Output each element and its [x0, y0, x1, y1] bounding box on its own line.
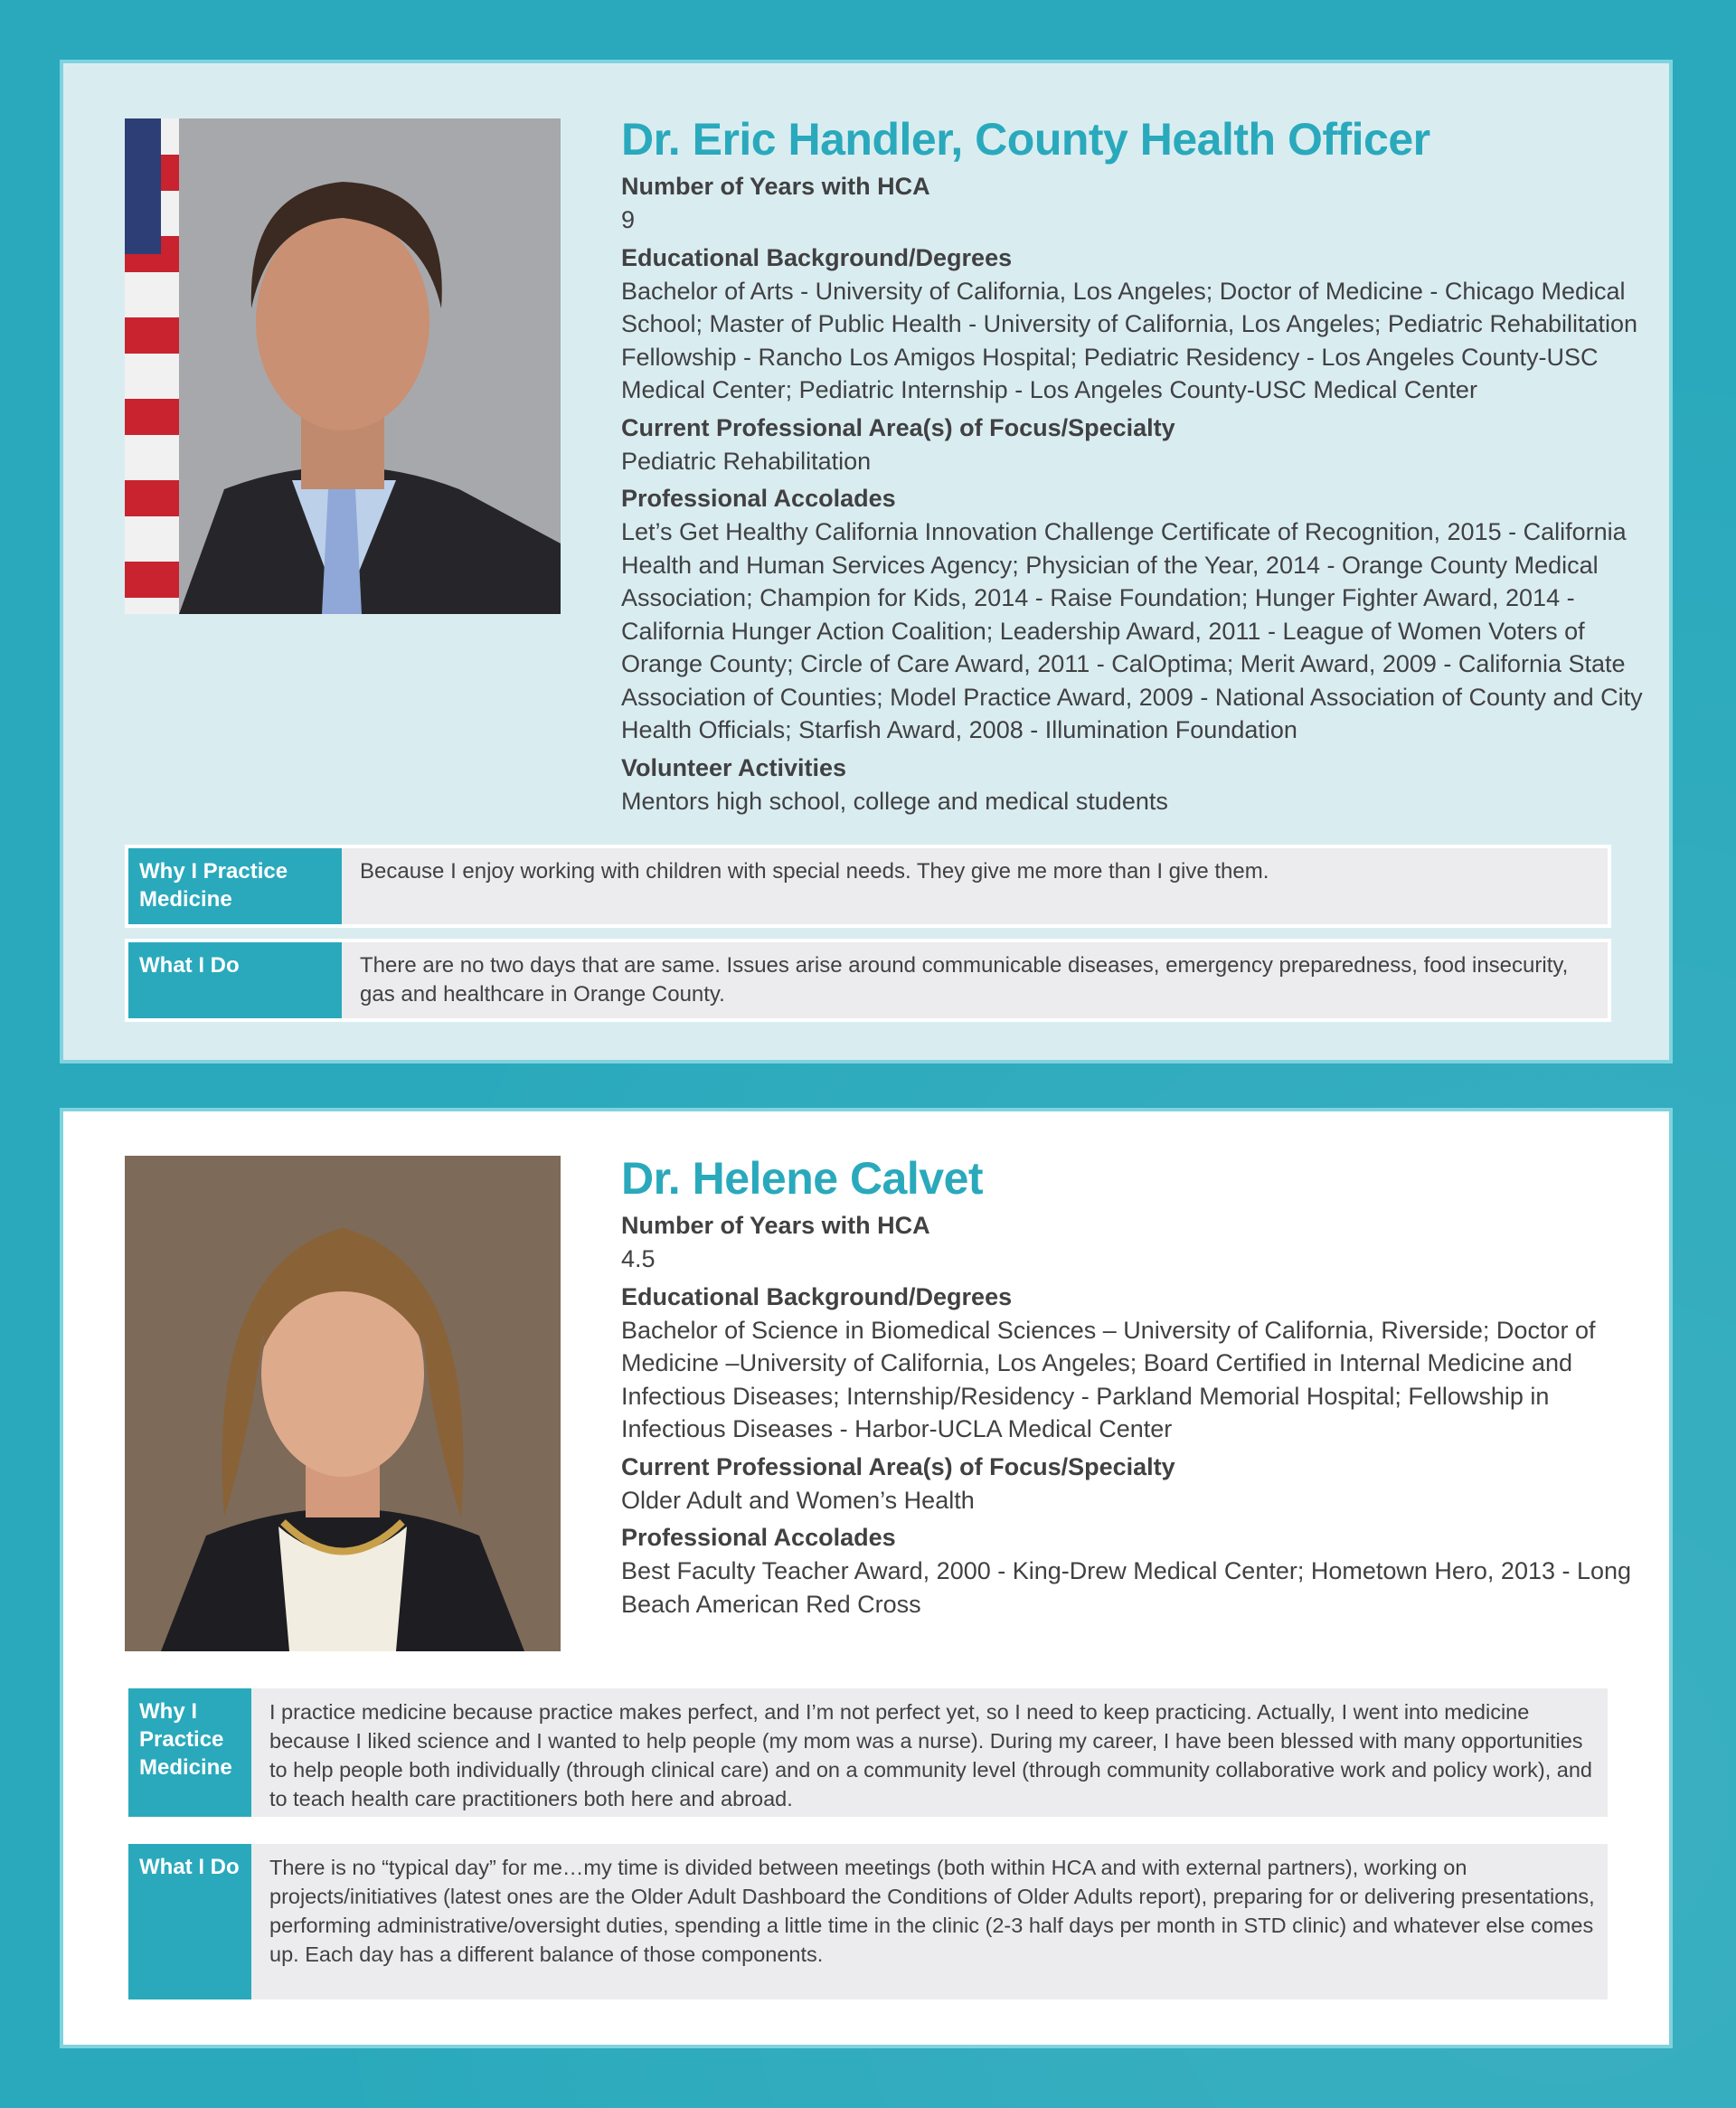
- what-i-do-row: [125, 939, 1611, 1022]
- why-practice-row: [125, 1685, 1611, 1820]
- years-label: Number of Years with HCA: [621, 1212, 930, 1239]
- focus-value: Pediatric Rehabilitation: [621, 447, 872, 475]
- profile-name: Dr. Eric Handler, County Health Officer: [621, 114, 1430, 165]
- focus-value: Older Adult and Women’s Health: [621, 1486, 975, 1514]
- why-practice-text: Because I enjoy working with children with special needs. They give me more than I give them.: [360, 859, 1269, 884]
- years-value: 4.5: [621, 1245, 656, 1272]
- what-i-do-label: What I Do: [128, 942, 342, 1018]
- volunteer-value: Mentors high school, college and medical students: [621, 787, 1168, 815]
- focus-label: Current Professional Area(s) of Focus/Specialty: [621, 413, 1175, 441]
- what-i-do-text: There is no “typical day” for me…my time is divided between meetings (both within HCA and with external partners), working on projects/initiatives (latest ones are the Older Adult Dashboard the Conditions of Older Adults report), preparing for or delivering presentations, performing administrative/oversight duties, spending a little time in the clinic (2-3 half days per month in STD clinic) and whatever else comes up. Each day has a different balance of those components.: [269, 1856, 1595, 1966]
- profile-info-calvet: [621, 1152, 1643, 1626]
- why-practice-label: Why I Practice Medicine: [128, 848, 342, 924]
- why-practice-text: I practice medicine because practice makes perfect, and I’m not perfect yet, so I need to keep practicing. Actually, I went into medicine because I liked science and I wanted to help people (my mom was a nurse). During my career, I have been blessed with many opportunities to help people both individually (through clinical care) and on a community level (through community collaborative work and policy work), and to teach health care practitioners both here and abroad.: [269, 1700, 1592, 1810]
- years-value: 9: [621, 206, 636, 233]
- accolades-value: Best Faculty Teacher Award, 2000 - King-Drew Medical Center; Hometown Hero, 2013 - Long Beach American Red Cross: [621, 1557, 1632, 1618]
- profile-name: Dr. Helene Calvet: [621, 1153, 984, 1204]
- profile-card-handler: [60, 60, 1673, 1063]
- portrait-man-image: [125, 118, 561, 614]
- education-value: Bachelor of Arts - University of California, Los Angeles; Doctor of Medicine - Chicago Medical School; Master of Public Health - University of California, Los Angeles; Pediatric Rehabilitation Fellowship - Rancho Los Amigos Hospital; Pediatric Residency - Los Angeles County-USC Medical Center; Pediatric Internship - Los Angeles County-USC Medical Center: [621, 277, 1638, 403]
- focus-label: Current Professional Area(s) of Focus/Specialty: [621, 1452, 1175, 1480]
- portrait-woman-image: [125, 1156, 561, 1651]
- why-practice-label: Why I Practice Medicine: [128, 1688, 251, 1817]
- profile-info-handler: [621, 113, 1643, 823]
- accolades-value: Let’s Get Healthy California Innovation Challenge Certificate of Recognition, 2015 - California Health and Human Services Agency; Physician of the Year, 2014 - Orange County Medical Association; Champion for Kids, 2014 - Raise Foundation; Hunger Fighter Award, 2014 - California Hunger Action Coalition; Leadership Award, 2011 - League of Women Voters of Orange County; Circle of Care Award, 2011 - CalOptima; Merit Award, 2009 - California State Association of Counties; Model Practice Award, 2009 - National Association of County and City Health Officials; Starfish Award, 2008 - Illumination Foundation: [621, 518, 1643, 743]
- what-i-do-label: What I Do: [128, 1844, 251, 1999]
- accolades-label: Professional Accolades: [621, 485, 896, 512]
- profile-card-calvet: [60, 1108, 1673, 2048]
- why-practice-row: [125, 845, 1611, 928]
- profile-photo-calvet: [125, 1156, 561, 1651]
- years-label: Number of Years with HCA: [621, 173, 930, 200]
- education-label: Educational Background/Degrees: [621, 1282, 1013, 1310]
- volunteer-label: Volunteer Activities: [621, 753, 847, 781]
- education-label: Educational Background/Degrees: [621, 243, 1013, 271]
- profile-photo-handler: [125, 118, 561, 614]
- education-value: Bachelor of Science in Biomedical Sciences – University of California, Riverside; Doctor of Medicine –University of California, Los Angeles; Board Certified in Internal Medicine and Infectious Diseases; Internship/Residency - Parkland Memorial Hospital; Fellowship in Infectious Diseases - Harbor-UCLA Medical Center: [621, 1316, 1596, 1442]
- accolades-label: Professional Accolades: [621, 1524, 896, 1551]
- what-i-do-text: There are no two days that are same. Issues arise around communicable diseases, emergency preparedness, food insecurity, gas and healthcare in Orange County.: [360, 953, 1569, 1007]
- what-i-do-row: [125, 1840, 1611, 2003]
